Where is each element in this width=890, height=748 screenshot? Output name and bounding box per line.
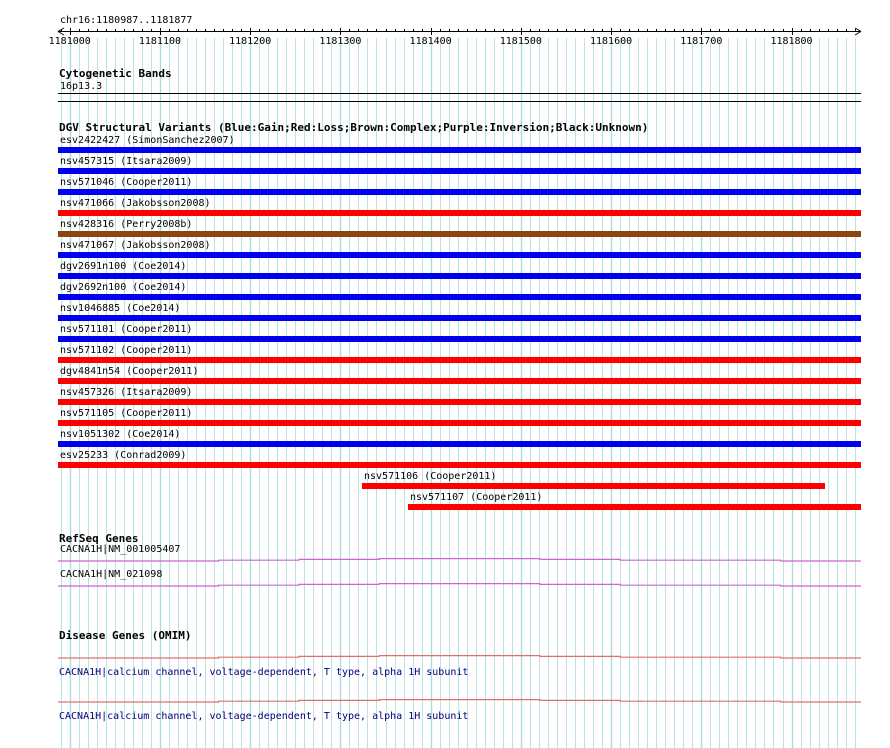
dgv-variant-bar[interactable] <box>58 273 861 279</box>
cytoband-top-line <box>58 93 861 94</box>
ruler-tick-label: 1181100 <box>138 36 182 47</box>
dgv-variant-label[interactable]: nsv571106 (Cooper2011) <box>364 471 497 482</box>
dgv-variant-label[interactable]: esv2422427 (SimonSanchez2007) <box>60 135 235 146</box>
dgv-variant-label[interactable]: nsv1051302 (Coe2014) <box>60 429 181 440</box>
ruler-tick-label: 1181200 <box>229 36 272 47</box>
dgv-variant-label[interactable]: nsv571102 (Cooper2011) <box>60 345 193 356</box>
dgv-variant-bar[interactable] <box>408 504 861 510</box>
dgv-variant-label[interactable]: nsv571105 (Cooper2011) <box>60 408 193 419</box>
refseq-gene-model[interactable] <box>0 556 890 564</box>
dgv-variant-label[interactable]: nsv571046 (Cooper2011) <box>60 177 193 188</box>
dgv-variant-label[interactable]: dgv4841n54 (Cooper2011) <box>60 366 199 377</box>
coordinate-label: chr16:1180987..1181877 <box>60 15 193 26</box>
dgv-variant-bar[interactable] <box>58 168 861 174</box>
ruler-tick-label: 1181600 <box>589 36 633 47</box>
dgv-track-title: DGV Structural Variants (Blue:Gain;Red:Loss;Brown:Complex;Purple:Inversion;Black:Unknown) <box>59 121 649 134</box>
dgv-variant-bar[interactable] <box>58 441 861 447</box>
ruler-tick-label: 1181500 <box>499 36 542 47</box>
refseq-gene-label[interactable]: CACNA1H|NM_001005407 <box>60 544 181 555</box>
dgv-variant-label[interactable]: nsv471066 (Jakobsson2008) <box>60 198 211 209</box>
dgv-variant-bar[interactable] <box>58 210 861 216</box>
dgv-variant-label[interactable]: nsv571101 (Cooper2011) <box>60 324 193 335</box>
dgv-variant-label[interactable]: dgv2692n100 (Coe2014) <box>60 282 187 293</box>
disease-gene-model[interactable] <box>0 697 890 705</box>
dgv-variant-bar[interactable] <box>58 231 861 237</box>
refseq-track-title: RefSeq Genes <box>59 532 139 545</box>
dgv-variant-bar[interactable] <box>58 252 861 258</box>
dgv-variant-bar[interactable] <box>58 378 861 384</box>
cytoband-bottom-line <box>58 101 861 102</box>
disease-gene-label[interactable]: CACNA1H|calcium channel, voltage-dependent, T type, alpha 1H subunit <box>59 711 469 722</box>
dgv-variant-bar[interactable] <box>58 399 861 405</box>
dgv-variant-label[interactable]: nsv428316 (Perry2008b) <box>60 219 193 230</box>
ruler-tick-label: 1181000 <box>48 36 91 47</box>
dgv-variant-label[interactable]: nsv571107 (Cooper2011) <box>410 492 543 503</box>
refseq-gene-model-line <box>58 559 861 561</box>
cytoband-band-name: 16p13.3 <box>60 81 103 92</box>
disease-gene-model-line <box>58 700 861 702</box>
dgv-variant-label[interactable]: nsv471067 (Jakobsson2008) <box>60 240 211 251</box>
disease-track-title: Disease Genes (OMIM) <box>59 629 192 642</box>
disease-gene-model-line <box>58 656 861 658</box>
refseq-gene-label[interactable]: CACNA1H|NM_021098 <box>60 569 163 580</box>
dgv-variant-label[interactable]: dgv2691n100 (Coe2014) <box>60 261 187 272</box>
dgv-variant-bar[interactable] <box>58 315 861 321</box>
dgv-variant-bar[interactable] <box>58 462 861 468</box>
cytoband-track-title: Cytogenetic Bands <box>59 67 172 80</box>
ruler-tick-label: 1181300 <box>319 36 362 47</box>
dgv-variant-bar[interactable] <box>58 147 861 153</box>
disease-gene-model[interactable] <box>0 653 890 661</box>
dgv-variant-bar[interactable] <box>362 483 825 489</box>
dgv-variant-bar[interactable] <box>58 420 861 426</box>
ruler-tick-label: 1181400 <box>409 36 452 47</box>
refseq-gene-model[interactable] <box>0 581 890 589</box>
dgv-variant-bar[interactable] <box>58 189 861 195</box>
ruler-tick-label: 1181800 <box>770 36 813 47</box>
dgv-variant-label[interactable]: nsv457315 (Itsara2009) <box>60 156 193 167</box>
ruler-tick-label: 1181700 <box>680 36 723 47</box>
disease-gene-label[interactable]: CACNA1H|calcium channel, voltage-dependent, T type, alpha 1H subunit <box>59 667 469 678</box>
dgv-variant-bar[interactable] <box>58 336 861 342</box>
dgv-variant-bar[interactable] <box>58 357 861 363</box>
dgv-variant-label[interactable]: nsv1046885 (Coe2014) <box>60 303 181 314</box>
dgv-variant-label[interactable]: nsv457326 (Itsara2009) <box>60 387 193 398</box>
dgv-variant-bar[interactable] <box>58 294 861 300</box>
refseq-gene-model-line <box>58 584 861 586</box>
dgv-variant-label[interactable]: esv25233 (Conrad2009) <box>60 450 187 461</box>
